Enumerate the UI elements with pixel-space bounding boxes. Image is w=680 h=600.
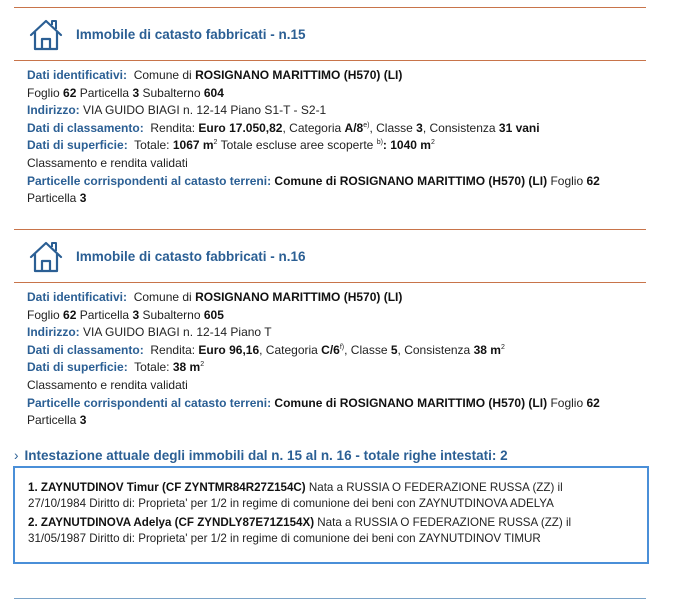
superficie-extra-sup: 2 [430, 139, 435, 147]
classamento-line [27, 120, 646, 138]
particella-label: Particella [79, 307, 130, 322]
owner-line-2: 27/10/1984 Diritto di: Proprieta' per 1/2 in regime di comunione dei beni con ZAYNUTDINOVA ADELYA [28, 497, 554, 510]
top-divider [14, 7, 646, 8]
validati-line: Classamento e rendita validati [27, 377, 188, 392]
particelle-part-value: 3 [79, 191, 87, 206]
classamento-line [27, 342, 646, 360]
section-header [14, 10, 646, 58]
indirizzo-label: Indirizzo: [27, 103, 80, 118]
intestazione-toggle[interactable] [14, 448, 508, 463]
particella-value: 3 [132, 307, 140, 322]
owner-entry [28, 480, 647, 512]
subalterno-value: 605 [203, 307, 224, 322]
superficie-total-sup: 2 [213, 139, 218, 147]
superficie-total-sup: 2 [200, 361, 205, 369]
foglio-value: 62 [63, 307, 77, 322]
consistenza-value: 38 m [473, 342, 501, 357]
rendita-value: Euro 96,16 [198, 342, 260, 357]
superficie-extra-note: b) [376, 139, 383, 147]
classamento-label: Dati di classamento: [27, 120, 144, 135]
categoria-label: , Categoria [259, 342, 318, 357]
subalterno-label: Subalterno [142, 307, 201, 322]
identificativi-line [27, 289, 646, 307]
property-section-16 [14, 232, 646, 430]
classe-value: 3 [416, 120, 423, 135]
indirizzo-label: Indirizzo: [27, 325, 80, 340]
property-section-15 [14, 10, 646, 208]
owner-name: 2. ZAYNUTDINOVA Adelya (CF ZYNDLY87E71Z154X) [28, 516, 315, 529]
superficie-line [27, 137, 646, 155]
foglio-line [27, 85, 646, 103]
classe-label: , Classe [369, 120, 413, 135]
classamento-label: Dati di classamento: [27, 342, 144, 357]
particelle-comune: Comune di ROSIGNANO MARITTIMO (H570) (LI) [274, 395, 548, 410]
subalterno-value: 604 [203, 85, 224, 100]
foglio-line [27, 307, 646, 325]
indirizzo-line [27, 102, 646, 120]
particelle-part-value: 3 [79, 413, 87, 428]
rendita-label: Rendita: [150, 120, 196, 135]
categoria-label: , Categoria [282, 120, 342, 135]
particelle-line-2 [27, 412, 646, 430]
section-body [14, 283, 646, 430]
section-header [14, 232, 646, 280]
identificativi-line [27, 67, 646, 85]
owners-box [13, 466, 649, 564]
categoria-value: A/8 [344, 120, 364, 135]
categoria-value: C/6 [321, 342, 340, 357]
particelle-line-2 [27, 190, 646, 208]
house-icon [28, 239, 64, 275]
subalterno-label: Subalterno [142, 85, 201, 100]
consistenza-label: , Consistenza [397, 342, 471, 357]
particelle-foglio-label: Foglio [550, 395, 584, 410]
bottom-divider [14, 598, 646, 599]
rendita-value: Euro 17.050,82 [198, 120, 283, 135]
particella-value: 3 [132, 85, 140, 100]
particelle-part-label: Particella [27, 191, 77, 206]
particelle-foglio-label: Foglio [550, 173, 584, 188]
superficie-label: Dati di superficie: [27, 360, 128, 375]
superficie-line [27, 359, 646, 377]
house-icon [28, 17, 64, 53]
foglio-label: Foglio [27, 85, 60, 100]
foglio-value: 62 [63, 85, 77, 100]
section-body [14, 61, 646, 208]
consistenza-value: 31 vani [498, 120, 540, 135]
superficie-total-value: 38 m [172, 360, 201, 375]
classe-value: 5 [390, 342, 398, 357]
comune-prefix: Comune di [133, 290, 192, 304]
particelle-line [27, 173, 646, 191]
owner-entry [28, 515, 647, 547]
validati-line: Classamento e rendita validati [27, 155, 188, 170]
particelle-part-label: Particella [27, 413, 77, 428]
owner-line-2: 31/05/1987 Diritto di: Proprieta' per 1/2 in regime di comunione dei beni con ZAYNUTDINOV TIMUR [28, 532, 541, 545]
owner-name: 1. ZAYNUTDINOV Timur (CF ZYNTMR84R27Z154C) [28, 481, 306, 494]
superficie-total-label: Totale: [134, 360, 170, 375]
superficie-total-label: Totale: [134, 138, 170, 153]
indirizzo-line [27, 324, 646, 342]
rendita-label: Rendita: [150, 342, 196, 357]
particelle-label: Particelle corrispondenti al catasto terreni: [27, 395, 272, 410]
comune-value: ROSIGNANO MARITTIMO (H570) (LI) [195, 68, 403, 82]
particella-label: Particella [79, 85, 130, 100]
indirizzo-value: VIA GUIDO BIAGI n. 12-14 Piano S1-T - S2-1 [83, 103, 327, 118]
foglio-label: Foglio [27, 307, 60, 322]
particelle-comune: Comune di ROSIGNANO MARITTIMO (H570) (LI) [274, 173, 548, 188]
categoria-note: f) [339, 343, 345, 351]
owner-line-1 [28, 480, 647, 496]
intestazione-title: Intestazione attuale degli immobili dal n. 15 al n. 16 - totale righe intestati: 2 [24, 448, 508, 463]
particelle-line [27, 395, 646, 413]
comune-prefix: Comune di [133, 68, 192, 82]
section-title: Immobile di catasto fabbricati - n.16 [76, 249, 306, 264]
owner-birth: Nata a RUSSIA O FEDERAZIONE RUSSA (ZZ) il [314, 516, 572, 529]
owner-birth: Nata a RUSSIA O FEDERAZIONE RUSSA (ZZ) il [305, 481, 563, 494]
consistenza-unit-sup: 2 [500, 343, 505, 351]
comune-value: ROSIGNANO MARITTIMO (H570) (LI) [195, 290, 403, 304]
particelle-foglio-value: 62 [586, 173, 600, 188]
particelle-label: Particelle corrispondenti al catasto terreni: [27, 173, 272, 188]
consistenza-label: , Consistenza [422, 120, 496, 135]
superficie-total-value: 1067 m [172, 138, 214, 153]
identificativi-label: Dati identificativi: [27, 290, 128, 304]
categoria-note: e) [363, 121, 370, 129]
indirizzo-value: VIA GUIDO BIAGI n. 12-14 Piano T [83, 325, 272, 340]
superficie-extra-value: : 1040 m [382, 138, 431, 153]
particelle-foglio-value: 62 [586, 395, 600, 410]
classe-label: , Classe [344, 342, 388, 357]
superficie-label: Dati di superficie: [27, 138, 128, 153]
chevron-right-icon: › [14, 448, 19, 463]
section-divider-top [14, 229, 646, 230]
section-title: Immobile di catasto fabbricati - n.15 [76, 27, 306, 42]
owner-line-1 [28, 515, 647, 531]
identificativi-label: Dati identificativi: [27, 68, 128, 82]
superficie-extra-label: Totale escluse aree scoperte [220, 138, 374, 153]
